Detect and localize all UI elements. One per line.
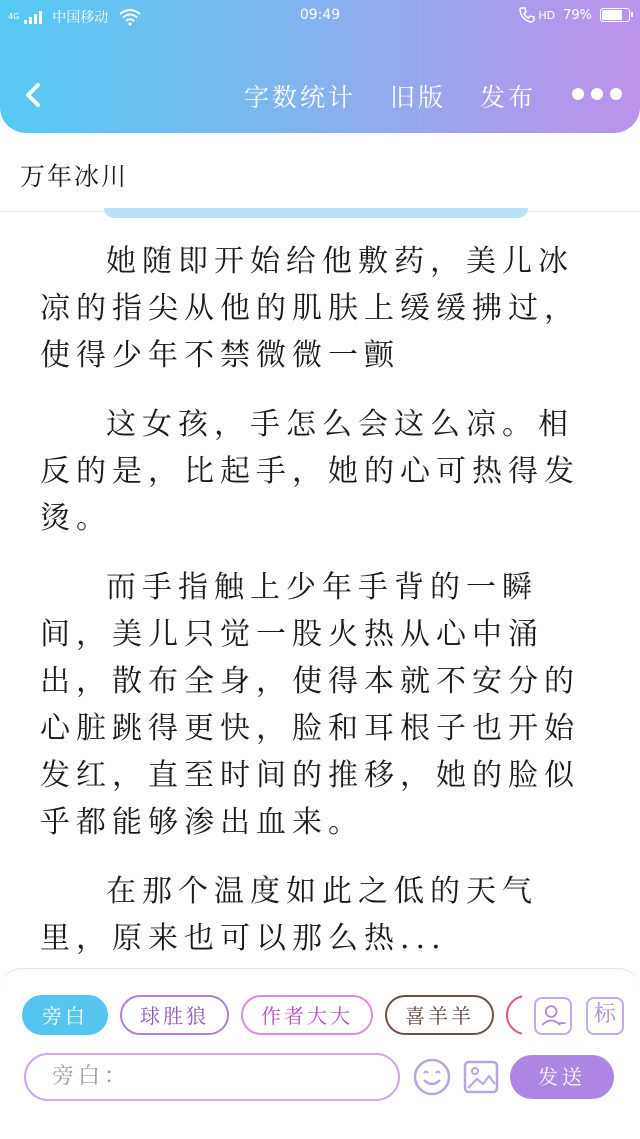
nav-actions <box>244 78 536 114</box>
title-row <box>0 133 640 212</box>
content-scroll-indicator <box>104 208 528 218</box>
status-right <box>518 6 630 24</box>
phone-hd-icon <box>518 6 536 24</box>
send-button[interactable]: 发送 <box>510 1055 614 1099</box>
clock: 09:49 <box>299 7 341 23</box>
role-chip[interactable] <box>506 995 522 1035</box>
paragraph[interactable]: 而手指触上少年手背的一瞬间，美儿只觉一股火热从心中涌出，散布全身，使得本就不安分的心脏跳得更快，脸和耳根子也开始发红，直至时间的推移，她的脸似乎都能够渗出血来。 <box>40 570 580 840</box>
network-type: 4G <box>8 12 20 21</box>
old-version-button[interactable]: 旧版 <box>389 83 446 112</box>
paragraph[interactable]: 这女孩，手怎么会这么凉。相反的是，比起手，她的心可热得发烫。 <box>40 407 580 536</box>
battery-percent: 79% <box>563 7 592 23</box>
more-options-icon[interactable] <box>572 88 622 100</box>
carrier-name: 中国移动 <box>52 10 109 26</box>
role-chip[interactable]: 球胜狼 <box>120 995 229 1035</box>
role-chip-narration[interactable]: 旁白 <box>22 995 108 1035</box>
top-navbar <box>0 60 640 130</box>
composer-panel <box>0 968 640 1139</box>
app-header <box>0 0 640 133</box>
paragraph[interactable]: 她随即开始给他敷药，美儿冰凉的指尖从他的肌肤上缓缓拂过，使得少年不禁微微一颤 <box>40 244 580 373</box>
dialogue-input[interactable]: 旁白： <box>24 1053 400 1101</box>
tag-icon[interactable]: 标 <box>586 997 624 1035</box>
publish-button[interactable]: 发布 <box>479 83 536 112</box>
image-icon[interactable] <box>462 1057 500 1097</box>
document-title[interactable]: 万年冰川 <box>20 162 129 191</box>
role-chip[interactable]: 作者大大 <box>241 995 373 1035</box>
status-bar <box>0 0 640 32</box>
battery-icon <box>600 8 630 22</box>
story-content <box>40 238 600 984</box>
role-chips <box>22 995 522 1039</box>
paragraph[interactable]: 在那个温度如此之低的天气里，原来也可以那么热... <box>40 874 538 956</box>
word-count-button[interactable]: 字数统计 <box>243 83 356 112</box>
character-manage-icon[interactable] <box>534 997 572 1035</box>
emoji-icon[interactable] <box>412 1057 452 1097</box>
role-chip[interactable]: 喜羊羊 <box>385 995 494 1035</box>
battery-fill <box>602 10 622 20</box>
back-arrow-icon[interactable] <box>18 78 52 112</box>
hd-label: HD <box>538 8 556 22</box>
